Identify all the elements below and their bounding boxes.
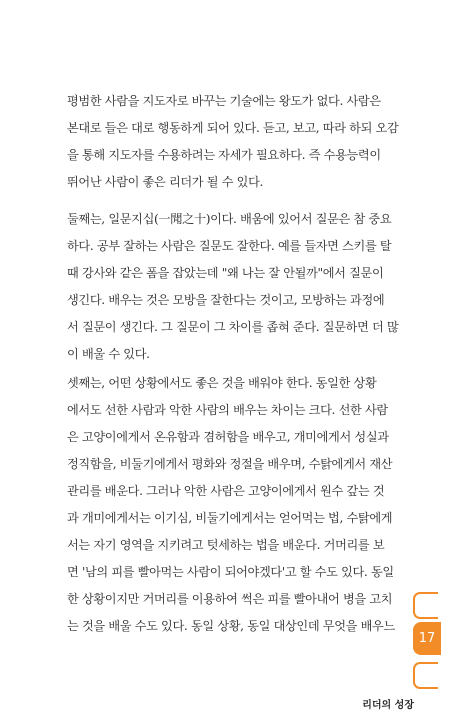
decorative-tab-bottom bbox=[413, 662, 438, 689]
text-line: 이 배울 수 있다. bbox=[67, 347, 150, 361]
text-line: 서는 자기 영역을 지키려고 텃세하는 법을 배운다. 거머리를 보 bbox=[67, 538, 385, 552]
text-line: 때 강사와 같은 폼을 잡았는데 "왜 나는 잘 안될까"에서 질문이 bbox=[67, 266, 384, 280]
paragraph-1 bbox=[67, 88, 407, 196]
text-line: 뛰어난 사람이 좋은 리더가 될 수 있다. bbox=[67, 175, 264, 189]
text-line: 둘째는, 일문지십(一聞之十)이다. 배움에 있어서 질문은 참 중요 bbox=[67, 212, 392, 226]
paragraph-3 bbox=[67, 370, 407, 640]
text-line: 에서도 선한 사람과 악한 사람의 배우는 차이는 크다. 선한 사람 bbox=[67, 403, 388, 417]
text-line: 관리를 배운다. 그러나 악한 사람은 고양이에게서 원수 갚는 것 bbox=[67, 484, 385, 498]
text-line: 하다. 공부 잘하는 사람은 질문도 잘한다. 예를 들자면 스키를 탈 bbox=[67, 239, 392, 253]
text-line: 서 질문이 생긴다. 그 질문이 그 차이를 좁혀 준다. 질문하면 더 많 bbox=[67, 320, 399, 334]
text-line: 본대로 들은 대로 행동하게 되어 있다. 듣고, 보고, 따라 하되 오감 bbox=[67, 121, 399, 135]
text-line: 생긴다. 배우는 것은 모방을 잘한다는 것이고, 모방하는 과정에 bbox=[67, 293, 385, 307]
paragraph-2 bbox=[67, 206, 407, 368]
text-line: 과 개미에게서는 이기심, 비둘기에게서는 얻어먹는 법, 수탉에게 bbox=[67, 511, 393, 525]
text-line: 은 고양이에게서 온유함과 겸허함을 배우고, 개미에게서 성실과 bbox=[67, 430, 389, 444]
text-line: 는 것을 배울 수도 있다. 동일 상황, 동일 대상인데 무엇을 배우느 bbox=[67, 619, 395, 633]
chapter-title: 리더의 성장 bbox=[362, 700, 414, 711]
decorative-tab-top bbox=[413, 592, 438, 619]
text-line: 면 '남의 피를 빨아먹는 사람이 되어야겠다'고 할 수도 있다. 동일 bbox=[67, 565, 394, 579]
text-line: 셋째는, 어떤 상황에서도 좋은 것을 배워야 한다. 동일한 상황 bbox=[67, 376, 377, 390]
text-line: 한 상황이지만 거머리를 이용하여 썩은 피를 빨아내어 병을 고치 bbox=[67, 592, 393, 606]
text-line: 정직함을, 비둘기에게서 평화와 정절을 배우며, 수탉에게서 재산 bbox=[67, 457, 393, 471]
page-number: 17 bbox=[413, 622, 441, 655]
text-line: 평범한 사람을 지도자로 바꾸는 기술에는 왕도가 없다. 사람은 bbox=[67, 94, 381, 108]
text-line: 을 통해 지도자를 수용하려는 자세가 필요하다. 즉 수용능력이 bbox=[67, 148, 381, 162]
